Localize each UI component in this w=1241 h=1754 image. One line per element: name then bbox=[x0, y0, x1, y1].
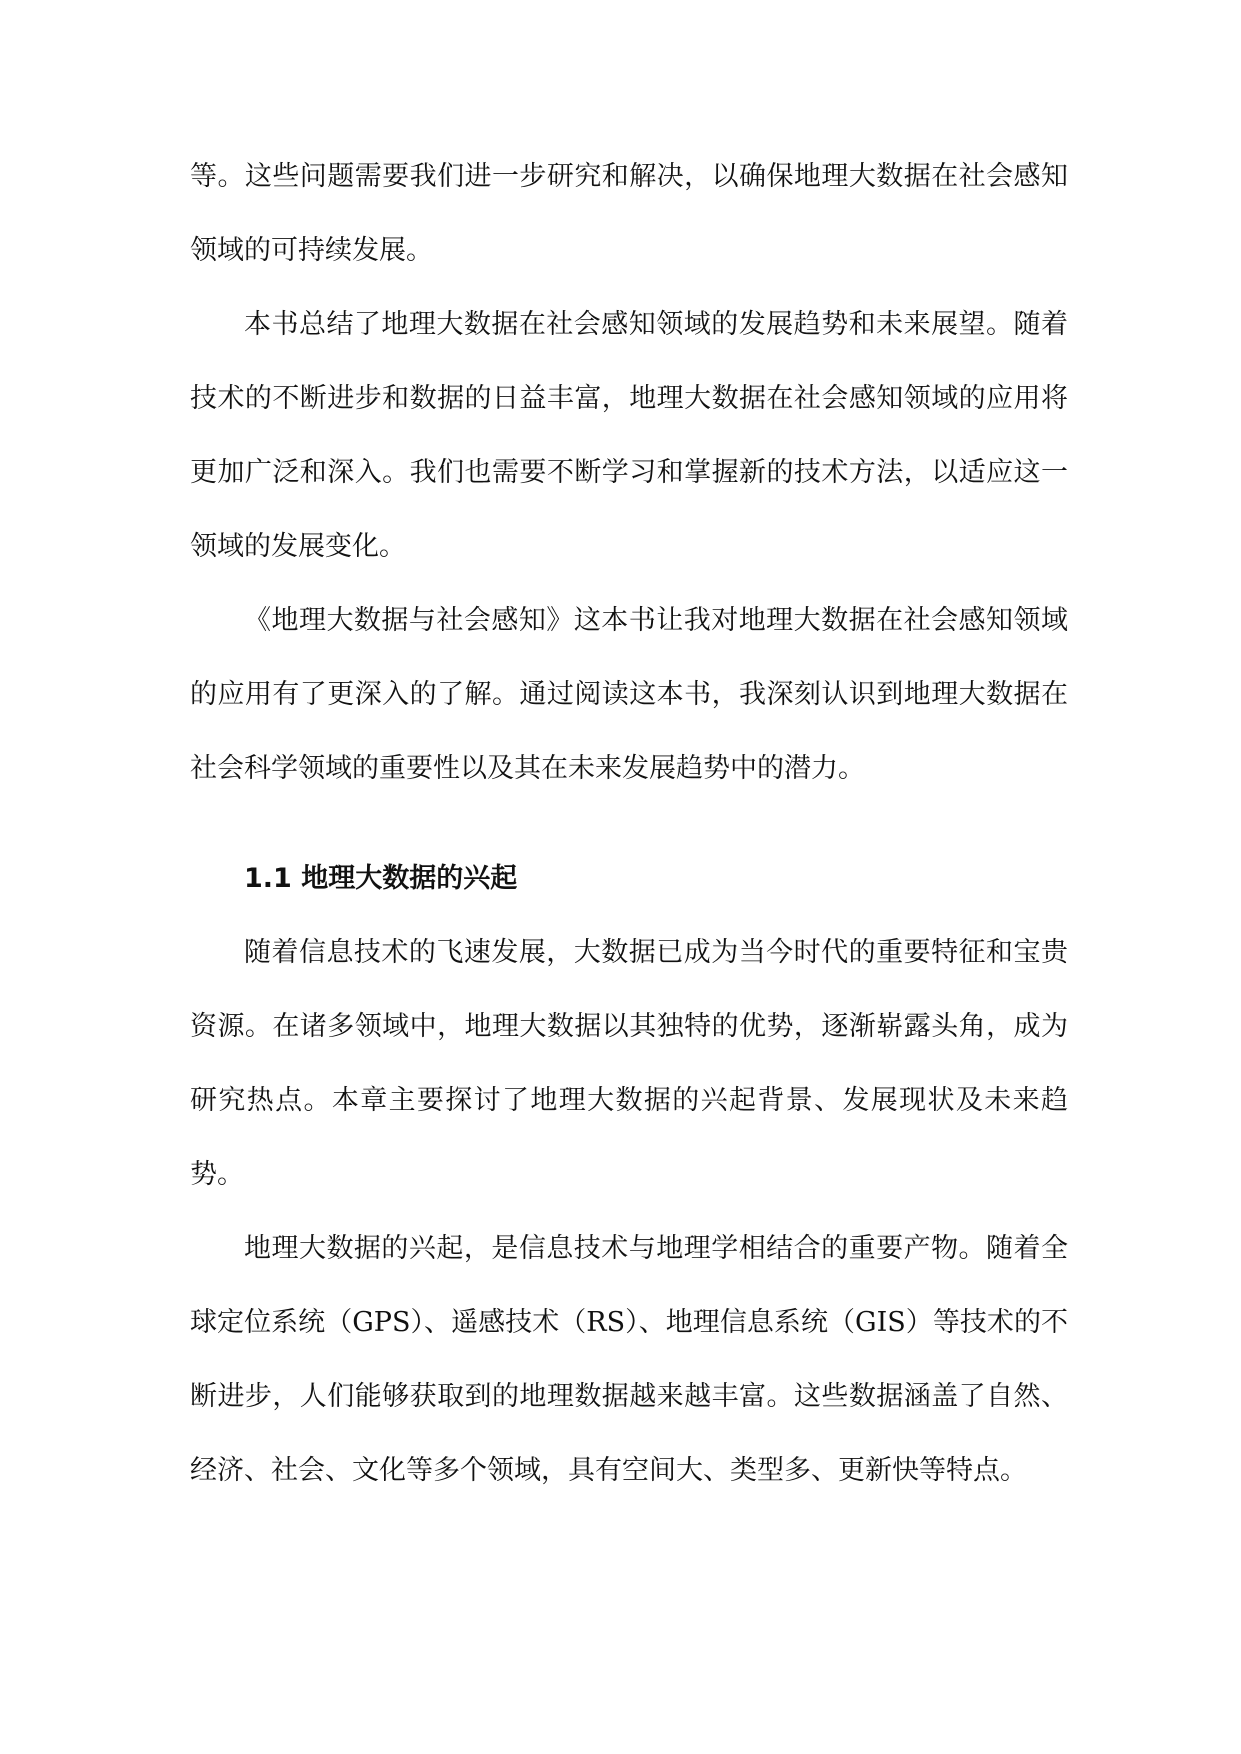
paragraph-summary: 本书总结了地理大数据在社会感知领域的发展趋势和未来展望。随着技术的不断进步和数据的日益丰富，地理大数据在社会感知领域的应用将更加广泛和深入。我们也需要不断学习和掌握新的技术方法，以适应这一领域的发展变化。 bbox=[190, 309, 1068, 562]
paragraph-background: 地理大数据的兴起，是信息技术与地理学相结合的重要产物。随着全球定位系统（GPS）、遥感技术（RS）、地理信息系统（GIS）等技术的不断进步，人们能够获取到的地理数据越来越丰富。这些数据涵盖了自然、经济、社会、文化等多个领域，具有空间大、类型多、更新快等特点。 bbox=[190, 1233, 1068, 1486]
paragraph-intro: 随着信息技术的飞速发展，大数据已成为当今时代的重要特征和宝贵资源。在诸多领域中，地理大数据以其独特的优势，逐渐崭露头角，成为研究热点。本章主要探讨了地理大数据的兴起背景、发展现状及未来趋势。 bbox=[190, 937, 1068, 1190]
document-page bbox=[190, 140, 1068, 1508]
paragraph-continuation: 等。这些问题需要我们进一步研究和解决，以确保地理大数据在社会感知领域的可持续发展。 bbox=[190, 161, 1068, 266]
paragraph-book-review: 《地理大数据与社会感知》这本书让我对地理大数据在社会感知领域的应用有了更深入的了解。通过阅读这本书，我深刻认识到地理大数据在社会科学领域的重要性以及其在未来发展趋势中的潜力。 bbox=[190, 605, 1068, 784]
section-heading: 1.1 地理大数据的兴起 bbox=[244, 863, 518, 894]
